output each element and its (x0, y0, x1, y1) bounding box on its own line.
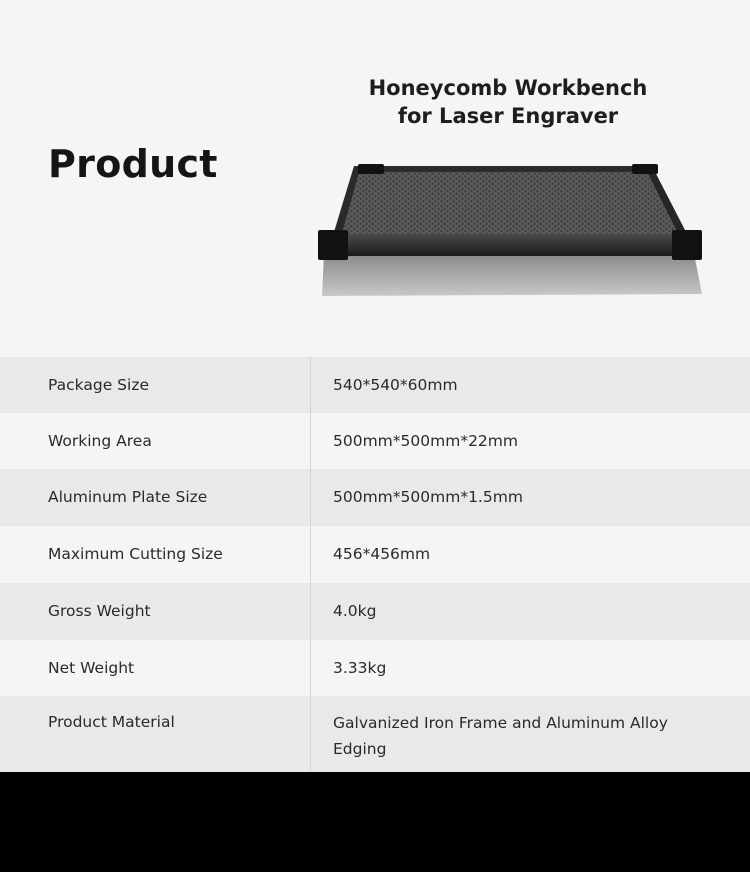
spec-table (0, 357, 750, 772)
table-row (0, 413, 750, 469)
table-row (0, 640, 750, 696)
section-title: Product (48, 142, 218, 186)
honeycomb-mesh (342, 170, 678, 234)
spec-value: Galvanized Iron Frame and Aluminum Alloy Edging (311, 696, 750, 772)
spec-label: Net Weight (0, 640, 311, 696)
spec-label: Gross Weight (0, 583, 311, 640)
product-title (330, 74, 686, 130)
spec-value: 4.0kg (311, 583, 750, 640)
spec-value: 540*540*60mm (311, 357, 750, 413)
product-hero (0, 0, 750, 357)
table-row (0, 526, 750, 583)
spec-value: 456*456mm (311, 526, 750, 583)
spec-label: Product Material (0, 696, 311, 772)
table-row (0, 583, 750, 640)
spec-label: Package Size (0, 357, 311, 413)
spec-label: Aluminum Plate Size (0, 469, 311, 526)
spec-label: Working Area (0, 413, 311, 469)
product-title-line2: for Laser Engraver (397, 104, 619, 128)
table-row (0, 357, 750, 413)
aluminum-plate (322, 254, 702, 296)
product-title-line1: Honeycomb Workbench (368, 76, 648, 100)
workbench-frame (320, 234, 700, 256)
table-row (0, 469, 750, 526)
corner-bracket-right (672, 230, 702, 260)
honeycomb-workbench-image (314, 160, 706, 302)
table-row (0, 696, 750, 772)
corner-bracket-left (318, 230, 348, 260)
spec-value: 500mm*500mm*1.5mm (311, 469, 750, 526)
spec-value: 3.33kg (311, 640, 750, 696)
spec-value: 500mm*500mm*22mm (311, 413, 750, 469)
spec-label: Maximum Cutting Size (0, 526, 311, 583)
